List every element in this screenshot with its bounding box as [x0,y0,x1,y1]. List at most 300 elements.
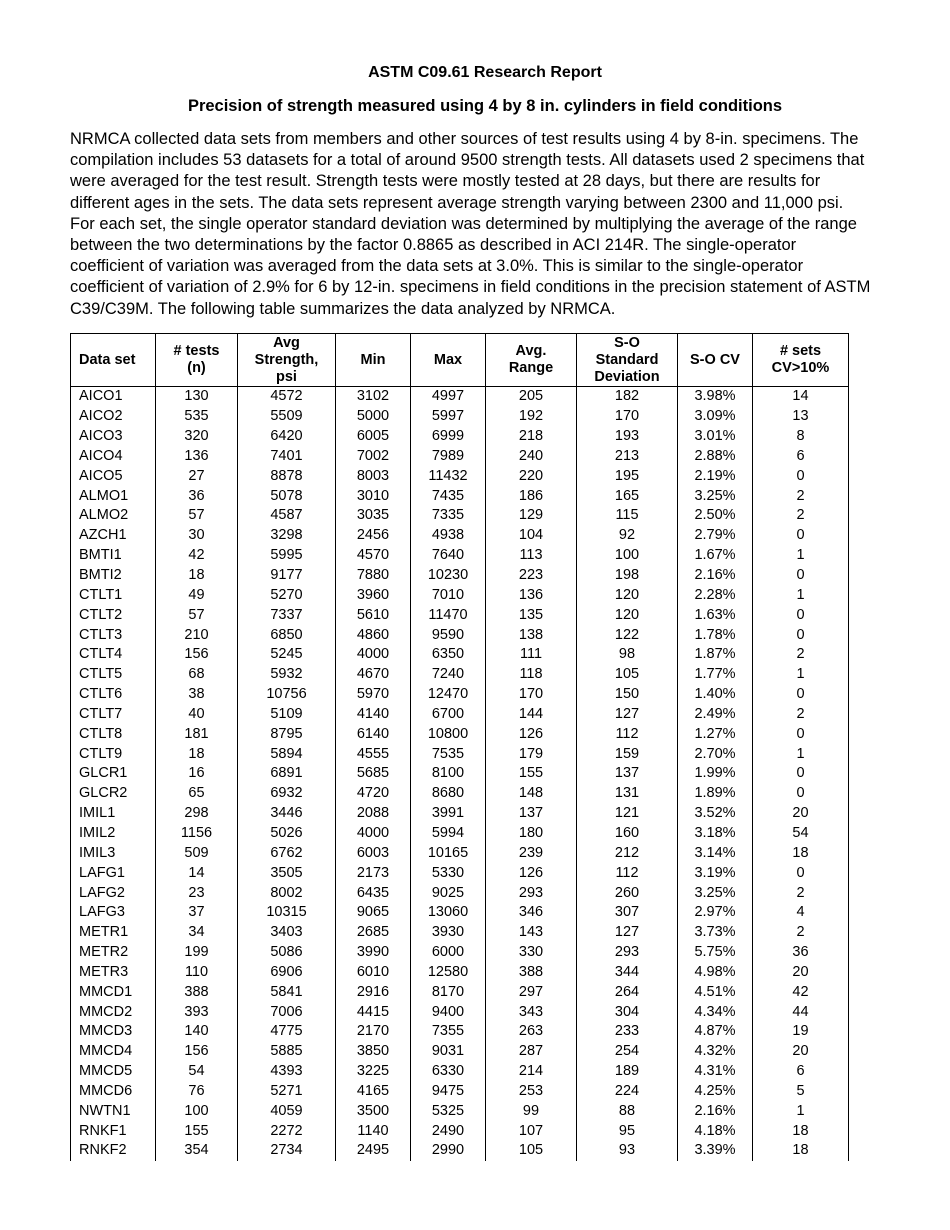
table-cell: 37 [156,903,238,923]
table-cell: 7435 [411,486,486,506]
table-row [71,685,849,705]
table-row [71,585,849,605]
table-cell: 5086 [238,943,336,963]
table-row [71,883,849,903]
table-cell: 9025 [411,883,486,903]
table-cell: 8100 [411,764,486,784]
table-cell: 2.16% [678,566,753,586]
table-cell: LAFG2 [71,883,156,903]
column-header [71,334,156,387]
table-cell: 1 [753,1101,849,1121]
table-cell: 4720 [336,784,411,804]
table-cell: 19 [753,1022,849,1042]
table-cell: 6891 [238,764,336,784]
table-cell: GLCR1 [71,764,156,784]
table-cell: LAFG3 [71,903,156,923]
table-row [71,824,849,844]
column-header-text: Avg. [515,343,547,359]
table-cell: 4.87% [678,1022,753,1042]
table-cell: 5078 [238,486,336,506]
table-cell: 3.18% [678,824,753,844]
table-cell: 3010 [336,486,411,506]
table-cell: 4670 [336,665,411,685]
table-cell: 210 [156,625,238,645]
table-cell: 6435 [336,883,411,903]
table-cell: 5970 [336,685,411,705]
table-cell: 6010 [336,962,411,982]
table-cell: 4.34% [678,1002,753,1022]
table-cell: 23 [156,883,238,903]
table-cell: 126 [486,863,577,883]
table-row [71,625,849,645]
table-cell: 105 [577,665,678,685]
table-body [71,387,849,1161]
column-header [411,334,486,387]
table-cell: 1.67% [678,546,753,566]
table-row [71,903,849,923]
column-header-text: CV>10% [771,360,830,376]
table-row [71,466,849,486]
table-row [71,506,849,526]
table-cell: 4570 [336,546,411,566]
table-cell: 2.79% [678,526,753,546]
table-cell: IMIL3 [71,843,156,863]
column-header-text: Data set [79,351,136,368]
table-cell: 9400 [411,1002,486,1022]
table-cell: 254 [577,1042,678,1062]
table-cell: 1.27% [678,724,753,744]
table-cell: CTLT9 [71,744,156,764]
table-cell: 0 [753,526,849,546]
column-header [678,334,753,387]
table-cell: 0 [753,724,849,744]
table-cell: CTLT4 [71,645,156,665]
table-cell: 143 [486,923,577,943]
table-cell: 3.98% [678,387,753,407]
table-cell: 354 [156,1141,238,1161]
table-row [71,923,849,943]
column-header-text: S-O [614,334,640,351]
table-cell: 5995 [238,546,336,566]
table-cell: 155 [156,1121,238,1141]
table-cell: 44 [753,1002,849,1022]
table-cell: 0 [753,605,849,625]
table-row [71,665,849,685]
table-cell: 198 [577,566,678,586]
table-cell: 137 [486,804,577,824]
table-cell: 170 [486,685,577,705]
table-cell: 388 [486,962,577,982]
table-cell: 1 [753,665,849,685]
table-cell: 10756 [238,685,336,705]
table-row [71,546,849,566]
table-cell: 388 [156,982,238,1002]
table-cell: 5 [753,1082,849,1102]
table-cell: CTLT5 [71,665,156,685]
table-cell: 57 [156,605,238,625]
table-row [71,1002,849,1022]
table-cell: IMIL2 [71,824,156,844]
table-row [71,1141,849,1161]
table-cell: 320 [156,427,238,447]
table-cell: 5610 [336,605,411,625]
intro-line: were averaged for the test result. Strength tests were mostly tested at 28 days, but there are results for [70,172,821,191]
table-cell: ALMO1 [71,486,156,506]
table-cell: 7355 [411,1022,486,1042]
table-row [71,1062,849,1082]
table-cell: RNKF2 [71,1141,156,1161]
table-cell: 5325 [411,1101,486,1121]
table-cell: 1.78% [678,625,753,645]
table-cell: 6 [753,1062,849,1082]
table-cell: 120 [577,585,678,605]
table-cell: 18 [753,1141,849,1161]
table-cell: 7401 [238,447,336,467]
table-cell: AICO3 [71,427,156,447]
table-cell: 95 [577,1121,678,1141]
table-cell: 5994 [411,824,486,844]
intro-line: coefficient of variation was averaged from the data sets at 3.0%. This is similar to the single-operator [70,257,804,276]
table-cell: 138 [486,625,577,645]
table-cell: 0 [753,625,849,645]
table-cell: 27 [156,466,238,486]
table-cell: 5000 [336,407,411,427]
table-cell: 111 [486,645,577,665]
table-cell: 180 [486,824,577,844]
table-cell: 218 [486,427,577,447]
table-cell: ALMO2 [71,506,156,526]
table-cell: 2.19% [678,466,753,486]
table-cell: 8170 [411,982,486,1002]
table-row [71,784,849,804]
table-cell: 3500 [336,1101,411,1121]
table-cell: 3.01% [678,427,753,447]
table-cell: 6003 [336,843,411,863]
table-cell: 1 [753,546,849,566]
report-title: ASTM C09.61 Research Report [368,64,602,81]
table-cell: 3.39% [678,1141,753,1161]
table-cell: 65 [156,784,238,804]
table-cell: 6420 [238,427,336,447]
table-cell: 3960 [336,585,411,605]
table-cell: 2.88% [678,447,753,467]
table-cell: 307 [577,903,678,923]
table-cell: 12580 [411,962,486,982]
table-cell: 6000 [411,943,486,963]
table-cell: 0 [753,566,849,586]
table-cell: 11432 [411,466,486,486]
table-cell: 18 [156,744,238,764]
table-cell: 2272 [238,1121,336,1141]
table-cell: 120 [577,605,678,625]
table-cell: 4.25% [678,1082,753,1102]
table-cell: 4393 [238,1062,336,1082]
table-row [71,407,849,427]
table-row [71,705,849,725]
table-cell: 293 [486,883,577,903]
table-cell: 3990 [336,943,411,963]
table-cell: 2 [753,506,849,526]
table-cell: 4059 [238,1101,336,1121]
table-cell: 535 [156,407,238,427]
table-cell: 3225 [336,1062,411,1082]
table-cell: 121 [577,804,678,824]
column-header-text: S-O CV [690,351,740,368]
table-cell: 57 [156,506,238,526]
table-cell: AZCH1 [71,526,156,546]
table-cell: 5245 [238,645,336,665]
table-cell: 0 [753,466,849,486]
table-cell: CTLT7 [71,705,156,725]
data-table [70,333,849,1161]
table-cell: 8003 [336,466,411,486]
table-cell: 263 [486,1022,577,1042]
table-cell: 4775 [238,1022,336,1042]
table-cell: 42 [753,982,849,1002]
table-cell: 160 [577,824,678,844]
table-cell: 170 [577,407,678,427]
table-cell: 7989 [411,447,486,467]
table-cell: 4.98% [678,962,753,982]
table-cell: 4.18% [678,1121,753,1141]
table-cell: 1 [753,744,849,764]
table-cell: 4572 [238,387,336,407]
intro-line: different ages in the sets. The data sets represent average strength varying between 2300 and 11,000 psi. [70,193,844,212]
table-cell: 150 [577,685,678,705]
table-row [71,1022,849,1042]
table-cell: 6700 [411,705,486,725]
table-row [71,724,849,744]
table-cell: 6330 [411,1062,486,1082]
table-cell: 7640 [411,546,486,566]
table-cell: 10315 [238,903,336,923]
table-cell: 144 [486,705,577,725]
table-cell: 2.28% [678,585,753,605]
table-cell: 9177 [238,566,336,586]
table-row [71,645,849,665]
table-cell: 4165 [336,1082,411,1102]
table-cell: BMTI2 [71,566,156,586]
table-cell: 3505 [238,863,336,883]
table-cell: 7010 [411,585,486,605]
table-cell: 5885 [238,1042,336,1062]
intro-paragraph [70,129,910,320]
table-cell: 293 [577,943,678,963]
table-row [71,566,849,586]
table-row [71,387,849,407]
column-header [336,334,411,387]
table-cell: 112 [577,724,678,744]
table-cell: 159 [577,744,678,764]
table-cell: 343 [486,1002,577,1022]
table-cell: RNKF1 [71,1121,156,1141]
column-header-text: (n) [187,360,206,376]
table-cell: 165 [577,486,678,506]
table-cell: 5330 [411,863,486,883]
table-cell: 7337 [238,605,336,625]
table-cell: 13 [753,407,849,427]
table-cell: 7535 [411,744,486,764]
table-row [71,1101,849,1121]
table-cell: 0 [753,685,849,705]
intro-line: compilation includes 53 datasets for a total of around 9500 strength tests. All datasets used 2 specimens that [70,151,865,170]
table-cell: 1 [753,585,849,605]
table-cell: 54 [753,824,849,844]
table-cell: AICO2 [71,407,156,427]
table-cell: 5894 [238,744,336,764]
table-cell: 8878 [238,466,336,486]
table-cell: 4140 [336,705,411,725]
intro-line: C39/C39M. The following table summarizes the data analyzed by NRMCA. [70,299,616,318]
table-cell: 205 [486,387,577,407]
table-cell: 1140 [336,1121,411,1141]
table-cell: 122 [577,625,678,645]
table-cell: 4555 [336,744,411,764]
table-cell: METR1 [71,923,156,943]
table-cell: 18 [753,1121,849,1141]
table-cell: CTLT8 [71,724,156,744]
table-cell: 5997 [411,407,486,427]
column-header [156,334,238,387]
table-cell: 2088 [336,804,411,824]
table-cell: 7002 [336,447,411,467]
table-cell: CTLT1 [71,585,156,605]
table-cell: 195 [577,466,678,486]
table-cell: 9590 [411,625,486,645]
table-cell: 6932 [238,784,336,804]
table-cell: 7335 [411,506,486,526]
table-cell: 4 [753,903,849,923]
table-cell: 2.70% [678,744,753,764]
table-cell: 11470 [411,605,486,625]
column-header-text: Strength, [254,351,319,368]
table-cell: 2 [753,705,849,725]
table-cell: 136 [156,447,238,467]
column-header-text: # sets [779,343,822,359]
table-cell: 233 [577,1022,678,1042]
table-cell: 98 [577,645,678,665]
table-cell: 213 [577,447,678,467]
table-cell: 5270 [238,585,336,605]
intro-line: NRMCA collected data sets from members and other sources of test results using 4 by 8-in. specimens. The [70,130,859,148]
table-row [71,982,849,1002]
table-cell: 2 [753,883,849,903]
table-cell: 126 [486,724,577,744]
table-cell: 3035 [336,506,411,526]
table-cell: 189 [577,1062,678,1082]
table-cell: 214 [486,1062,577,1082]
table-row [71,764,849,784]
table-cell: 346 [486,903,577,923]
table-cell: 127 [577,705,678,725]
table-cell: 4997 [411,387,486,407]
table-cell: 135 [486,605,577,625]
table-cell: 2173 [336,863,411,883]
table-cell: 68 [156,665,238,685]
table-cell: 7240 [411,665,486,685]
table-cell: 2.97% [678,903,753,923]
table-cell: METR2 [71,943,156,963]
table-cell: 36 [753,943,849,963]
table-cell: 30 [156,526,238,546]
table-header-row [71,334,849,387]
table-cell: 6906 [238,962,336,982]
table-cell: 54 [156,1062,238,1082]
table-cell: 2990 [411,1141,486,1161]
table-cell: NWTN1 [71,1101,156,1121]
table-cell: 239 [486,843,577,863]
table-cell: LAFG1 [71,863,156,883]
table-cell: AICO1 [71,387,156,407]
table-cell: 100 [577,546,678,566]
table-cell: 3991 [411,804,486,824]
table-row [71,943,849,963]
column-header [238,334,336,387]
table-cell: 199 [156,943,238,963]
table-cell: 156 [156,1042,238,1062]
table-cell: 287 [486,1042,577,1062]
table-cell: MMCD6 [71,1082,156,1102]
table-row [71,1082,849,1102]
report-subtitle: Precision of strength measured using 4 by 8 in. cylinders in field conditions [187,97,783,115]
table-cell: 148 [486,784,577,804]
table-cell: 2170 [336,1022,411,1042]
table-cell: 127 [577,923,678,943]
table-cell: 5271 [238,1082,336,1102]
column-header-text: Range [508,360,554,376]
column-header-text: Min [360,351,386,368]
table-cell: MMCD5 [71,1062,156,1082]
table-cell: 6850 [238,625,336,645]
table-cell: 7006 [238,1002,336,1022]
table-cell: 40 [156,705,238,725]
table-cell: 8 [753,427,849,447]
table-cell: 4587 [238,506,336,526]
table-row [71,1042,849,1062]
table-row [71,1121,849,1141]
table-cell: 393 [156,1002,238,1022]
table-cell: 156 [156,645,238,665]
table-cell: 330 [486,943,577,963]
table-cell: 7880 [336,566,411,586]
table-cell: 5109 [238,705,336,725]
table-cell: 2.16% [678,1101,753,1121]
table-cell: 2734 [238,1141,336,1161]
table-cell: 1.89% [678,784,753,804]
table-cell: 297 [486,982,577,1002]
table-cell: 18 [753,843,849,863]
table-row [71,863,849,883]
table-cell: 2685 [336,923,411,943]
table-cell: 193 [577,427,678,447]
table-cell: 137 [577,764,678,784]
table-cell: 0 [753,764,849,784]
table-cell: 3403 [238,923,336,943]
table-cell: 13060 [411,903,486,923]
table-cell: 12470 [411,685,486,705]
table-row [71,804,849,824]
table-cell: 1.87% [678,645,753,665]
table-cell: 42 [156,546,238,566]
table-cell: GLCR2 [71,784,156,804]
table-cell: 118 [486,665,577,685]
intro-line: between the two determinations by the factor 0.8865 as described in ACI 214R. The single-operator [70,236,797,255]
table-cell: 5509 [238,407,336,427]
table-cell: 36 [156,486,238,506]
table-cell: 298 [156,804,238,824]
table-cell: 4.32% [678,1042,753,1062]
table-cell: MMCD2 [71,1002,156,1022]
